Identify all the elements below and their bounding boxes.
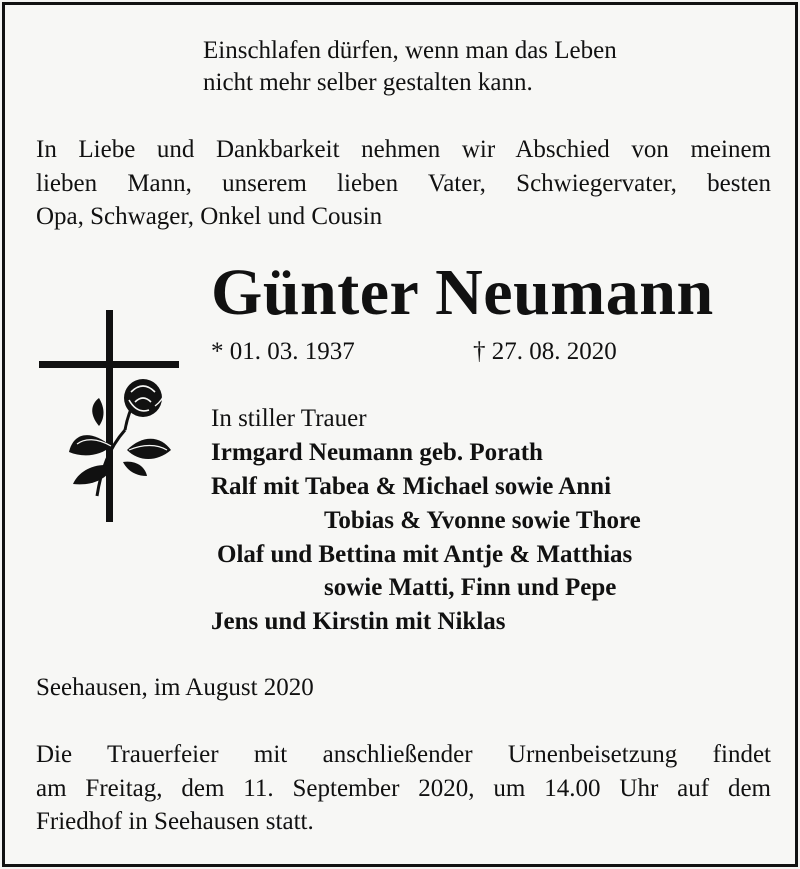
cross-with-rose-icon (39, 310, 181, 530)
intro-line-2: lieben Mann, unserem lieben Vater, Schwiegervater, besten (36, 170, 771, 197)
death-date: † 27. 08. 2020 (473, 338, 617, 365)
mourner-line: Irmgard Neumann geb. Porath (211, 439, 543, 466)
ceremony-line-3: Friedhof in Seehausen statt. (36, 808, 314, 835)
place-date: Seehausen, im August 2020 (36, 674, 314, 701)
mourner-line: sowie Matti, Finn und Pepe (324, 574, 617, 601)
birth-date: * 01. 03. 1937 (211, 338, 355, 365)
intro-line-3: Opa, Schwager, Onkel und Cousin (36, 203, 383, 230)
mourner-line: Olaf und Bettina mit Antje & Matthias (217, 541, 633, 568)
deceased-name: Günter Neumann (211, 256, 714, 329)
ceremony-line-1: Die Trauerfeier mit anschließender Urnenbeisetzung findet (36, 741, 771, 768)
mourning-heading: In stiller Trauer (211, 405, 367, 432)
obituary-notice (2, 2, 798, 867)
motto-line-1: Einschlafen dürfen, wenn man das Leben (203, 37, 617, 64)
ceremony-line-2: am Freitag, dem 11. September 2020, um 14.00 Uhr auf dem (36, 775, 771, 802)
motto-line-2: nicht mehr selber gestalten kann. (203, 69, 533, 96)
mourner-line: Ralf mit Tabea & Michael sowie Anni (211, 473, 612, 500)
intro-line-1: In Liebe und Dankbarkeit nehmen wir Abschied von meinem (36, 136, 771, 163)
mourner-line: Jens und Kirstin mit Niklas (211, 608, 506, 635)
mourner-line: Tobias & Yvonne sowie Thore (324, 507, 641, 534)
